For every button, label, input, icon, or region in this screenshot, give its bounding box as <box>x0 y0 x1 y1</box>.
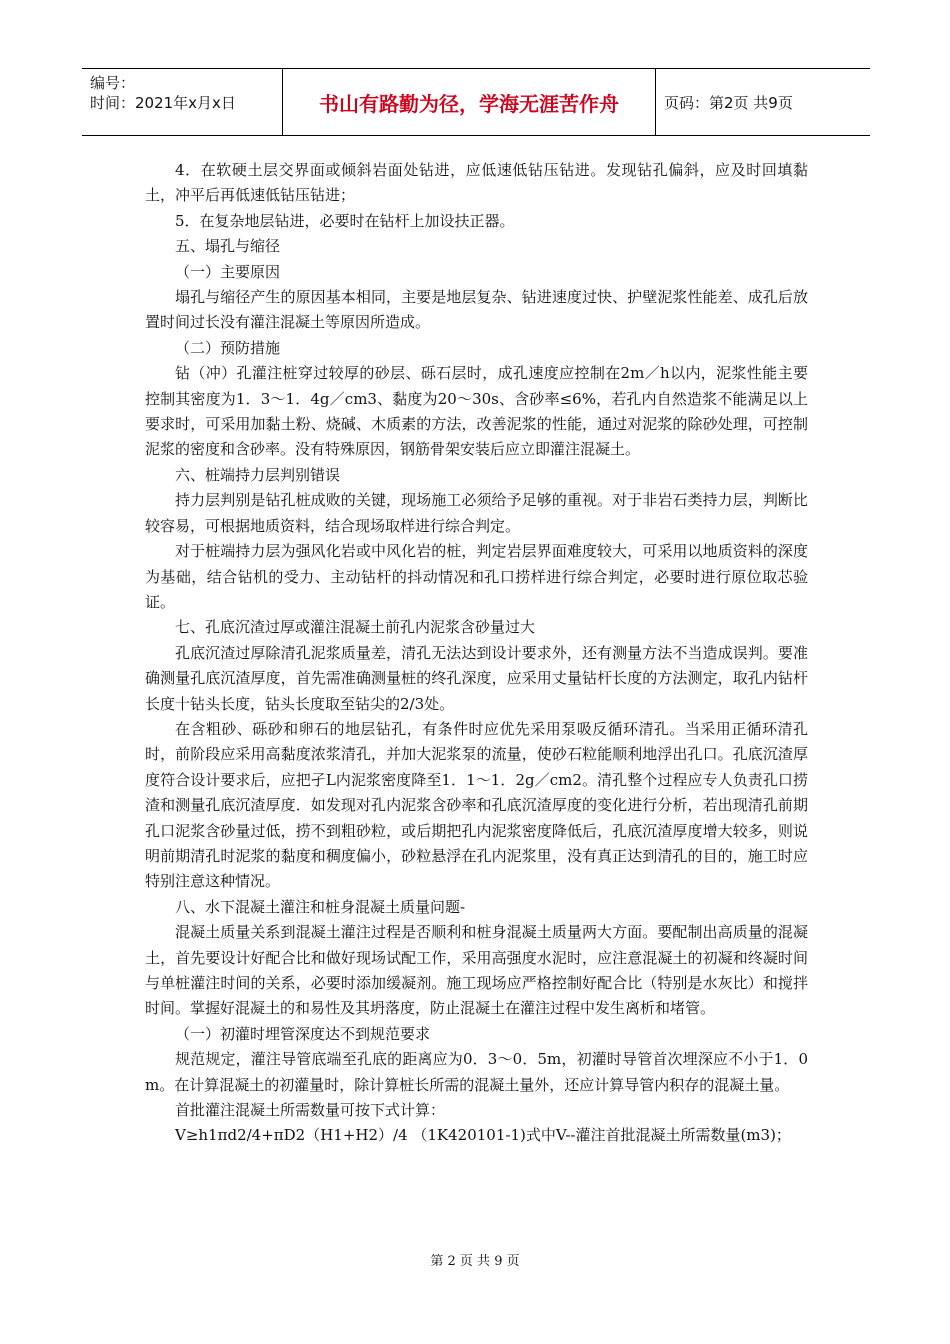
header-motto: 书山有路勤为径，学海无涯苦作舟 <box>282 69 656 135</box>
header-page-info: 页码：第2页 共9页 <box>664 93 793 112</box>
header-meta <box>82 69 282 135</box>
subsection-heading: （一）初灌时埋管深度达不到规范要求 <box>175 1024 431 1043</box>
paragraph: 孔底沉渣过厚除清孔泥浆质量差，清孔无法达到设计要求外，还有测量方法不当造成误判。要准确测量孔底沉渣厚度，首先需准确测量桩的终孔深度，应采用丈量钻杆长度的方法测定，取孔内钻杆长度十钻头长度，钻头长度取至钻尖的2/3处。 <box>145 643 808 713</box>
page-footer: 第 2 页 共 9 页 <box>430 1254 520 1269</box>
document-body <box>145 158 808 1149</box>
section-heading: 六、桩端持力层判别错误 <box>175 465 341 484</box>
document-number-label: 编号： <box>90 74 136 92</box>
section-heading: 五、塌孔与缩径 <box>175 237 281 256</box>
formula-paragraph: V≥h1πd2/4+πD2（H1+H2）/4 （1K420101-1)式中V--灌注首批混凝土所需数量(m3)； <box>175 1126 791 1145</box>
section-heading: 八、水下混凝土灌注和桩身混凝土质量问题- <box>175 897 466 916</box>
section-heading: 七、孔底沉渣过厚或灌注混凝土前孔内泥浆含砂量过大 <box>175 618 536 637</box>
paragraph: 对于桩端持力层为强风化岩或中风化岩的桩，判定岩层界面难度较大，可采用以地质资料的深度为基础，结合钻机的受力、主动钻杆的抖动情况和孔口捞样进行综合判定，必要时进行原位取芯验证。 <box>145 542 808 611</box>
paragraph: 混凝土质量关系到混凝土灌注过程是否顺利和桩身混凝土质量两大方面。要配制出高质量的混凝土，首先要设计好配合比和做好现场试配工作，采用高强度水泥时，应注意混凝土的初凝和终凝时间与单桩灌注时间的关系，必要时添加缓凝剂。施工现场应严格控制好配合比（特别是水灰比）和搅拌时间。掌握好混凝土的和易性及其坍落度，防止混凝土在灌注过程中发生离析和堵管。 <box>145 923 808 1018</box>
document-date: 时间：2021年x月x日 <box>90 94 236 112</box>
paragraph: 5．在复杂地层钻进，必要时在钻杆上加设扶正器。 <box>175 211 515 230</box>
page-header <box>82 68 870 136</box>
paragraph: 持力层判别是钻孔桩成败的关键，现场施工必须给予足够的重视。对于非岩石类持力层，判断比较容易，可根据地质资料，结合现场取样进行综合判定。 <box>145 491 808 535</box>
paragraph: 首批灌注混凝土所需数量可按下式计算： <box>175 1101 446 1120</box>
paragraph: 在含粗砂、砾砂和卵石的地层钻孔，有条件时应优先采用泵吸反循环清孔。当采用正循环清孔时，前阶段应采用高黏度浓浆清孔，并加大泥浆泵的流量，使砂石粒能顺利地浮出孔口。孔底沉渣厚度符合设计要求后，应把孑L内泥浆密度降至1．1～1．2g／cm2。清孔整个过程应专人负责孔口捞渣和测量孔底沉渣厚度．如发现对孔内泥浆含砂率和孔底沉渣厚度的变化进行分析，若出现清孔前期孔口泥浆含砂量过低，捞不到粗砂粒，或后期把孔内泥浆密度降低后，孔底沉渣厚度增大较多，则说明前期清孔时泥浆的黏度和稠度偏小，砂粒悬浮在孔内泥浆里，没有真正达到清孔的目的，施工时应特别注意这种情况。 <box>145 719 808 891</box>
subsection-heading: （一）主要原因 <box>175 262 281 281</box>
paragraph: 规范规定，灌注导管底端至孔底的距离应为0．3～0．5m，初灌时导管首次埋深应不小于1．0m。在计算混凝土的初灌量时，除计算桩长所需的混凝土量外，还应计算导管内积存的混凝土量。 <box>145 1050 808 1094</box>
paragraph: 钻（冲）孔灌注桩穿过较厚的砂层、砾石层时，成孔速度应控制在2m／h以内，泥浆性能主要控制其密度为1．3～1．4g／cm3、黏度为20～30s、含砂率≤6%，若孔内自然造浆不能满足以上要求时，可采用加黏土粉、烧碱、木质素的方法，改善泥浆的性能，通过对泥浆的除砂处理，可控制泥浆的密度和含砂率。没有特殊原因，钢筋骨架安装后应立即灌注混凝土。 <box>145 364 808 459</box>
paragraph: 4．在软硬土层交界面或倾斜岩面处钻进，应低速低钻压钻进。发现钻孔偏斜，应及时回填黏土，冲平后再低速低钻压钻进； <box>145 161 808 205</box>
paragraph: 塌孔与缩径产生的原因基本相同，主要是地层复杂、钻进速度过快、护壁泥浆性能差、成孔后放置时间过长没有灌注混凝土等原因所造成。 <box>145 288 808 332</box>
subsection-heading: （二）预防措施 <box>175 338 281 357</box>
